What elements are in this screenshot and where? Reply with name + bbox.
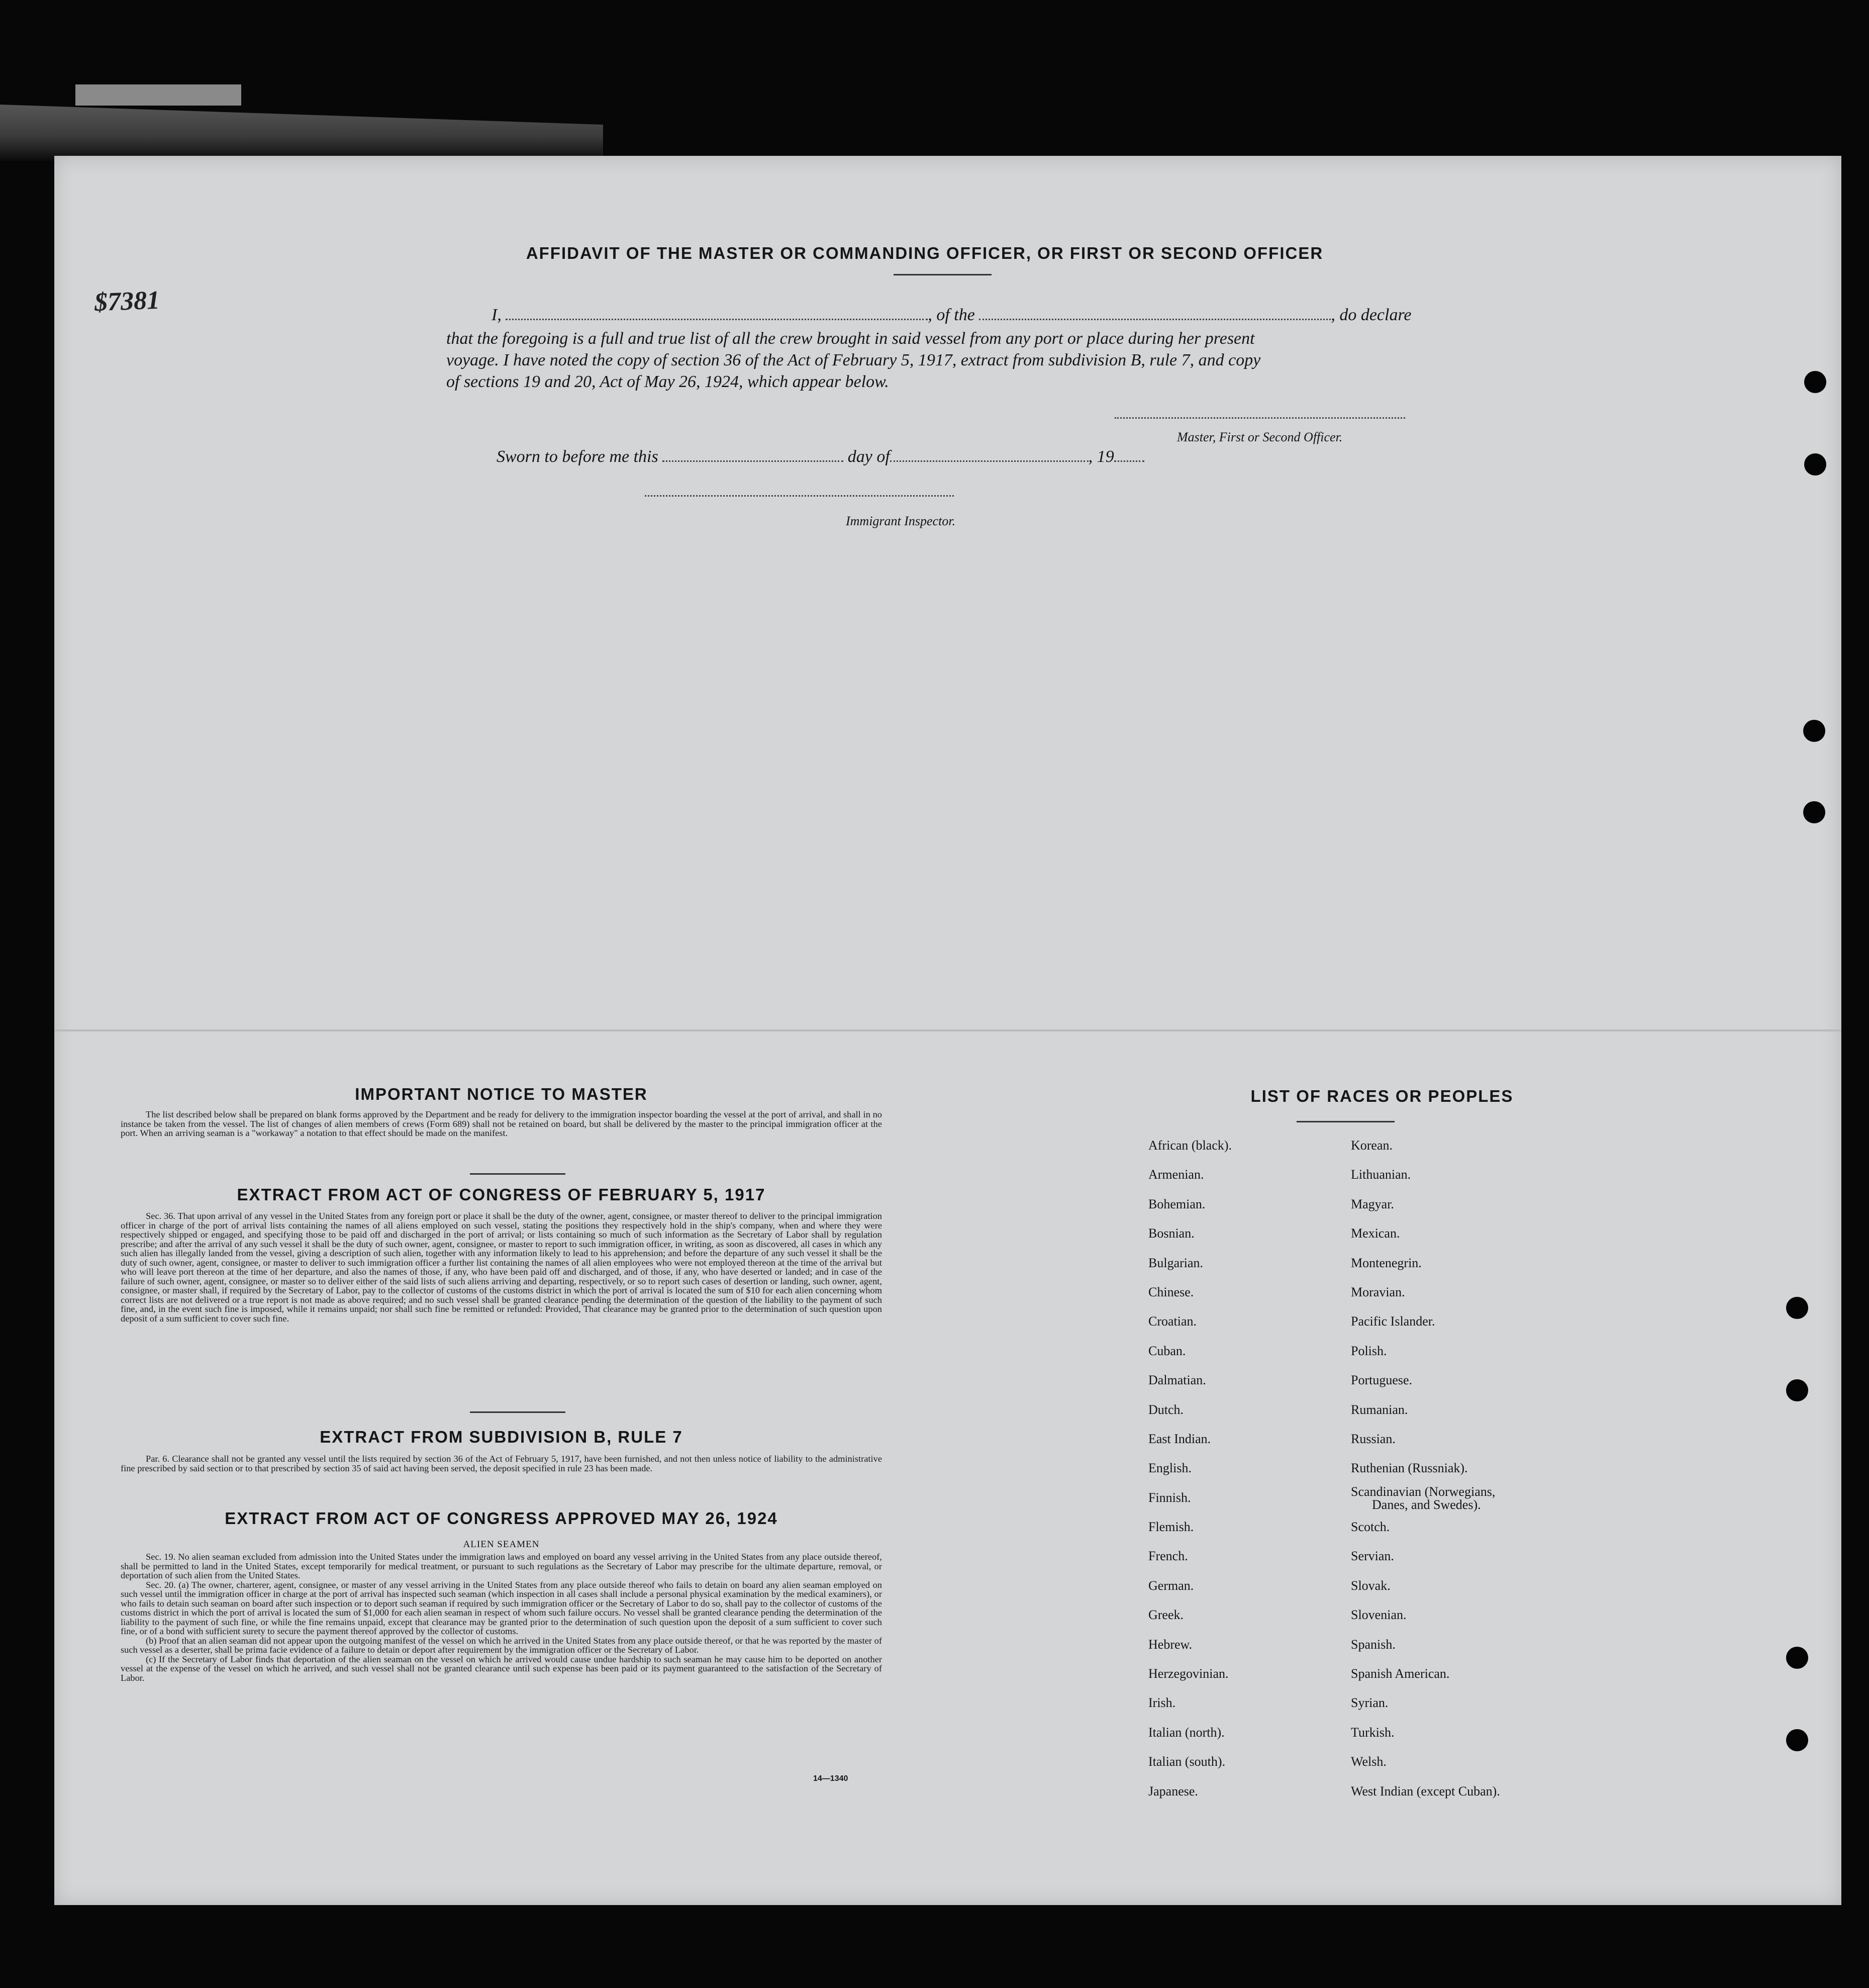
notice-divider bbox=[470, 1173, 565, 1175]
races-right-column bbox=[1351, 1131, 1500, 1806]
sworn-prefix: Sworn to before me this bbox=[497, 447, 658, 466]
inspector-label: Immigrant Inspector. bbox=[846, 514, 956, 528]
name-blank-field[interactable] bbox=[506, 319, 928, 320]
vessel-blank-field[interactable] bbox=[979, 319, 1331, 320]
race-item: Herzegovinian. bbox=[1148, 1666, 1229, 1681]
race-item: Polish. bbox=[1351, 1343, 1387, 1358]
sworn-day-blank-field[interactable] bbox=[662, 460, 843, 462]
race-item: Italian (north). bbox=[1148, 1725, 1225, 1740]
race-item: Chinese. bbox=[1148, 1284, 1194, 1299]
race-item: Montenegrin. bbox=[1351, 1255, 1422, 1270]
sworn-day-label: day of bbox=[847, 447, 890, 466]
race-item: Spanish. bbox=[1351, 1637, 1396, 1652]
affidavit-line3: voyage. I have noted the copy of section 36 of the Act of February 5, 1917, extract from subdivision B, rule 7, and copy bbox=[446, 351, 1261, 369]
sec-19-paragraph: Sec. 19. No alien seaman excluded from admission into the United States under the immigration laws and employed on board any vessel arriving in the United States from any place outside thereof, shall be permitted to land in the United States, except temporarily for medical treatment, or pursuant to such regulations as the Secretary of Labor may prescribe for the ultimate departure, removal, or deportation of such alien from the United States. bbox=[121, 1552, 882, 1580]
race-item: Ruthenian (Russniak). bbox=[1351, 1461, 1468, 1476]
race-item: Servian. bbox=[1351, 1549, 1394, 1564]
race-item: Dutch. bbox=[1148, 1402, 1184, 1417]
race-item: Scotch. bbox=[1351, 1520, 1390, 1535]
affidavit-line2: that the foregoing is a full and true list of all the crew brought in said vessel from any port or place during her present bbox=[446, 329, 1255, 348]
affidavit-title: AFFIDAVIT OF THE MASTER OR COMMANDING OFFICER, OR FIRST OR SECOND OFFICER bbox=[526, 244, 1324, 262]
race-item: Korean. bbox=[1351, 1138, 1393, 1153]
race-item: Japanese. bbox=[1148, 1783, 1198, 1798]
affidavit-line4: of sections 19 and 20, Act of May 26, 1924, which appear below. bbox=[446, 372, 889, 391]
race-item: Turkish. bbox=[1351, 1725, 1395, 1740]
binder-hole bbox=[1804, 371, 1826, 393]
sec-36-paragraph: Sec. 36. That upon arrival of any vessel in the United States from any foreign port or place it shall be the duty of the owner, agent, consignee, or master thereof to deliver to the principal immigration officer in charge of the port of arrival lists containing the names of all aliens employed on such vessel, stating the positions they respectively hold in the ship's company, when and where they were respectively shipped or engaged, and specifying those to be paid off and discharged in the port of arrival; or lists containing so much of such information as the Secretary of Labor shall by regulation prescribe; and after the arrival of any such vessel it shall be the duty of such owner, agent, consignee, or master to report to such immigration officer, in writing, as soon as discovered, all cases in which any such alien has illegally landed from the vessel, giving a description of such alien, together with any information likely to lead to his apprehension; and before the departure of any such vessel it shall be the duty of such owner, agent, consignee, or master to deliver to such immigration officer a further list containing the names of all alien employees who were not employed thereon at the time of the arrival but who will leave port thereon at the time of her departure, and also the names of those, if any, who have been paid off and discharged, and of those, if any, who have deserted or landed; and in case of the failure of such owner, agent, consignee, or master so to deliver either of the said lists of such aliens arriving and departing, respectively, or so to report such cases of desertion or landing, such owner, agent, consignee, or master shall, if required by the Secretary of Labor, pay to the collector of customs of the customs district in which the port of arrival is located the sum of $10 for each alien concerning whom correct lists are not delivered or a true report is not made as above required; and no such vessel shall be granted clearance pending the determination of the question of the liability to the payment of such fine, and, in the event such fine is imposed, while it remains unpaid; nor shall such fine be remitted or refunded: Provided, That clearance may be granted prior to the determination of such question upon deposit of a sum sufficient to cover such fine. bbox=[121, 1211, 882, 1323]
race-item: German. bbox=[1148, 1578, 1194, 1593]
race-item: French. bbox=[1148, 1549, 1188, 1564]
sworn-line bbox=[497, 447, 1144, 466]
race-item: English. bbox=[1148, 1461, 1192, 1476]
race-item: Russian. bbox=[1351, 1431, 1396, 1446]
race-item: Hebrew. bbox=[1148, 1637, 1193, 1652]
race-item: Mexican. bbox=[1351, 1226, 1400, 1241]
race-item: Bulgarian. bbox=[1148, 1255, 1204, 1270]
binder-hole bbox=[1804, 453, 1826, 476]
race-item: Rumanian. bbox=[1351, 1402, 1408, 1417]
extract-1917-body bbox=[121, 1211, 882, 1323]
extract-rule7-title: EXTRACT FROM SUBDIVISION B, RULE 7 bbox=[320, 1428, 683, 1446]
alien-seamen-subtitle: ALIEN SEAMEN bbox=[463, 1539, 540, 1550]
race-item: Finnish. bbox=[1148, 1490, 1191, 1505]
affidavit-title-rule bbox=[894, 274, 992, 275]
race-item: Syrian. bbox=[1351, 1695, 1389, 1711]
race-item: Greek. bbox=[1148, 1607, 1184, 1623]
inspector-signature-blank-field[interactable] bbox=[645, 495, 954, 497]
binder-hole bbox=[1786, 1379, 1808, 1401]
binder-hole bbox=[1786, 1647, 1808, 1669]
sec-20a-paragraph: Sec. 20. (a) The owner, charterer, agent, consignee, or master of any vessel arriving in the United States from any place outside thereof who fails to detain on board any alien seaman employed on such vessel until the immigration officer in charge at the port of arrival has inspected such seaman (which inspection in all cases shall include a personal physical examination by the medical examiners), or who fails to detain such seaman on board after such inspection or to deport such seaman if required by such immigration officer or the Secretary of Labor to do so, shall pay to the collector of customs of the customs district in which the port of arrival is located the sum of $1,000 for each alien seaman in respect of whom such failure occurs. No vessel shall be granted clearance pending the determination of the liability to the payment of such fine, or while the fine remains unpaid, except that clearance may be granted prior to the determination of such question upon the deposit of a sum sufficient to cover such fine, or of a bond with sufficient surety to secure the payment thereof approved by the collector of customs. bbox=[121, 1579, 882, 1636]
affidavit-i: I, bbox=[491, 306, 502, 324]
race-item: Cuban. bbox=[1148, 1343, 1186, 1358]
extract-rule7-body bbox=[121, 1454, 882, 1473]
sec-20c-paragraph: (c) If the Secretary of Labor finds that deportation of the alien seaman on the vessel on which he arrived would cause undue hardship to such seaman he may cause him to be deported on another vessel at the expense of the vessel on which he arrived, and such vessel shall not be granted clearance until such expense has been paid or its payment guaranteed to the satisfaction of the Secretary of Labor. bbox=[121, 1654, 882, 1683]
race-item: Moravian. bbox=[1351, 1284, 1405, 1299]
race-item: Magyar. bbox=[1351, 1196, 1394, 1211]
race-item: Flemish. bbox=[1148, 1520, 1194, 1535]
race-item: Dalmatian. bbox=[1148, 1373, 1206, 1388]
sworn-year-label: , 19 bbox=[1088, 447, 1114, 466]
extract-1924-body bbox=[121, 1552, 882, 1682]
race-item: Slovenian. bbox=[1351, 1607, 1407, 1623]
race-item: Lithuanian. bbox=[1351, 1167, 1411, 1182]
race-item-scandinavian bbox=[1351, 1483, 1500, 1512]
affidavit-line1 bbox=[491, 306, 1412, 325]
binder-hole bbox=[1803, 720, 1825, 742]
race-item: Slovak. bbox=[1351, 1578, 1391, 1593]
race-item: Scandinavian (Norwegians, bbox=[1351, 1484, 1496, 1499]
sworn-month-blank-field[interactable] bbox=[890, 460, 1089, 462]
stamp-number: $7381 bbox=[94, 286, 160, 317]
race-item: Armenian. bbox=[1148, 1167, 1204, 1182]
notice-body bbox=[121, 1110, 882, 1138]
races-title-rule bbox=[1297, 1121, 1395, 1122]
sworn-year-blank-field[interactable] bbox=[1114, 460, 1144, 462]
signature-label: Master, First or Second Officer. bbox=[1177, 430, 1343, 444]
form-number: 14—1340 bbox=[813, 1774, 848, 1783]
binder-hole bbox=[1786, 1729, 1808, 1751]
binder-hole bbox=[1786, 1297, 1808, 1319]
signature-blank-field[interactable] bbox=[1115, 417, 1405, 419]
race-item: Bohemian. bbox=[1148, 1196, 1206, 1211]
races-title: LIST OF RACES OR PEOPLES bbox=[1250, 1087, 1514, 1105]
race-item: Irish. bbox=[1148, 1695, 1176, 1711]
race-item: Welsh. bbox=[1351, 1754, 1387, 1769]
races-left-column bbox=[1148, 1131, 1232, 1806]
par-6-paragraph: Par. 6. Clearance shall not be granted any vessel until the lists required by section 36 of the Act of February 5, 1917, have been furnished, and not then unless notice of liability to the administrative fine prescribed by said section or to that prescribed by section 35 of said act having been served, the deposit specified in rule 23 has been made. bbox=[121, 1454, 882, 1473]
race-item: Spanish American. bbox=[1351, 1666, 1450, 1681]
folder-tab-highlight bbox=[75, 84, 241, 106]
race-item: East Indian. bbox=[1148, 1431, 1211, 1446]
notice-paragraph: The list described below shall be prepared on blank forms approved by the Department and be ready for delivery to the immigration inspector boarding the vessel at the port of arrival, and shall in no instance be taken from the vessel. The list of changes of alien members of crews (Form 689) shall not be retained on board, but shall be delivered by the master to the principal immigration officer at the port. When an arriving seaman is a "workaway" a notation to that effect should be made on the manifest. bbox=[121, 1109, 882, 1138]
extract-1924-title: EXTRACT FROM ACT OF CONGRESS APPROVED MAY 26, 1924 bbox=[225, 1509, 778, 1528]
page-fold-line bbox=[54, 1029, 1841, 1031]
race-item: Bosnian. bbox=[1148, 1226, 1195, 1241]
race-item: Portuguese. bbox=[1351, 1373, 1413, 1388]
affidavit-do-declare: , do declare bbox=[1331, 306, 1412, 324]
race-item: African (black). bbox=[1148, 1138, 1232, 1153]
race-item: West Indian (except Cuban). bbox=[1351, 1783, 1500, 1798]
sec-20b-paragraph: (b) Proof that an alien seaman did not appear upon the outgoing manifest of the vessel on which he arrived in the United States from any place outside thereof, or that he was reported by the master of such vessel as a deserter, shall be prima facie evidence of a failure to detain or deport after requirement by the immigration officer or the Secretary of Labor. bbox=[121, 1635, 882, 1655]
race-item: Croatian. bbox=[1148, 1314, 1197, 1329]
race-item-continuation: Danes, and Swedes). bbox=[1372, 1497, 1481, 1512]
race-item: Italian (south). bbox=[1148, 1754, 1226, 1769]
extract-1917-divider bbox=[470, 1411, 565, 1413]
race-item: Pacific Islander. bbox=[1351, 1314, 1435, 1329]
extract-1917-title: EXTRACT FROM ACT OF CONGRESS OF FEBRUARY 5, 1917 bbox=[237, 1185, 766, 1204]
notice-title: IMPORTANT NOTICE TO MASTER bbox=[355, 1085, 648, 1103]
binder-hole bbox=[1803, 801, 1825, 823]
affidavit-of-the: , of the bbox=[928, 306, 975, 324]
